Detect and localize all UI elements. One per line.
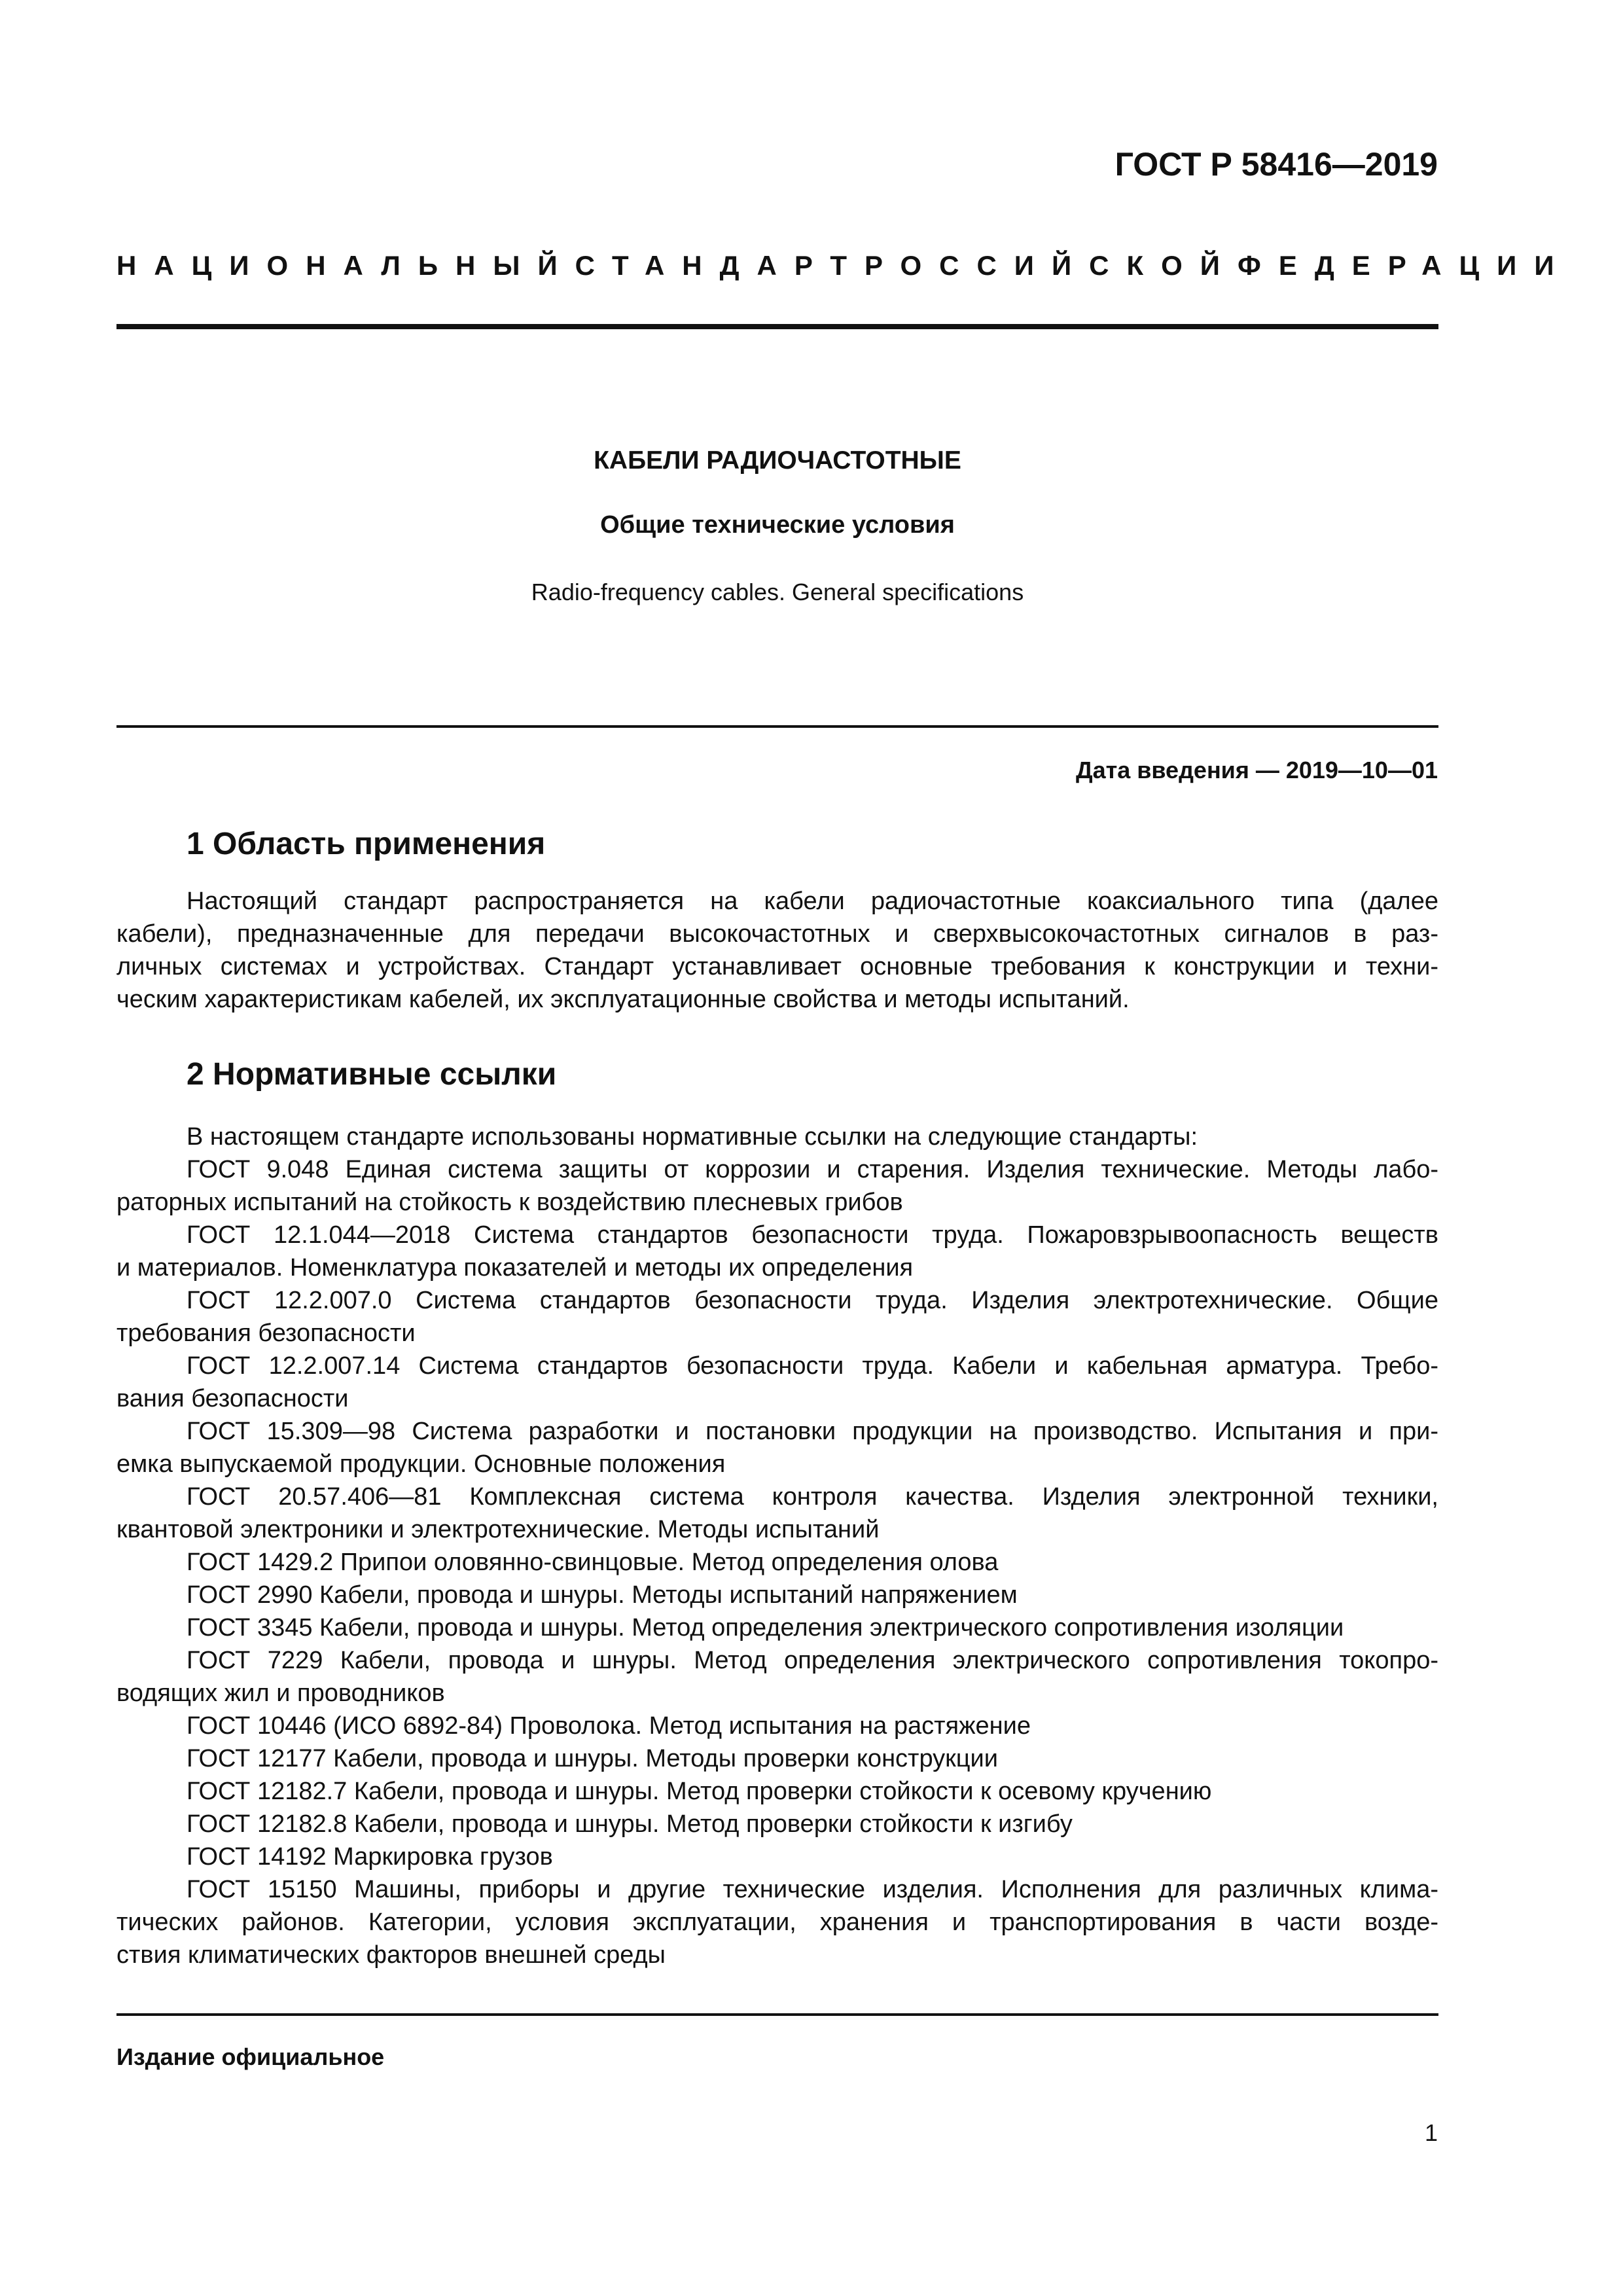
section-2-heading: 2 Нормативные ссылки [187, 1057, 557, 1092]
national-title-word-3: РОССИЙСКОЙ [865, 250, 1238, 281]
section-2-body [116, 1121, 1438, 1971]
section-1-body [116, 885, 1438, 1016]
gost-number: ГОСТ Р 58416—2019 [1115, 146, 1438, 183]
reference-line: ГОСТ 15150 Машины, приборы и другие технические изделия. Исполнения для различных клима- [187, 1876, 1438, 1903]
document-subtitle: Общие технические условия [600, 511, 955, 539]
reference-line: ГОСТ 1429.2 Припои оловянно-свинцовые. Метод определения олова [187, 1549, 999, 1576]
reference-line: ствия климатических факторов внешней среды [116, 1941, 666, 1969]
text-line: ческим характеристикам кабелей, их эксплуатационные свойства и методы испытаний. [116, 986, 1130, 1013]
reference-line: ГОСТ 12.1.044—2018 Система стандартов безопасности труда. Пожаровзрывоопасность веществ [187, 1221, 1438, 1249]
text-line: В настоящем стандарте использованы нормативные ссылки на следующие стандарты: [187, 1123, 1198, 1151]
header-divider [116, 324, 1438, 329]
document-title: КАБЕЛИ РАДИОЧАСТОТНЫЕ [594, 446, 961, 475]
introduction-date: Дата введения — 2019—10—01 [1075, 757, 1438, 783]
reference-line: требования безопасности [116, 1319, 416, 1347]
reference-line: емка выпускаемой продукции. Основные положения [116, 1450, 726, 1478]
footer-divider [116, 2013, 1438, 2016]
reference-line: квантовой электроники и электротехнические. Методы испытаний [116, 1516, 880, 1543]
reference-line: ГОСТ 20.57.406—81 Комплексная система контроля качества. Изделия электронной техники, [187, 1483, 1438, 1511]
reference-line: тических районов. Категории, условия эксплуатации, хранения и транспортирования в части возде- [116, 1909, 1438, 1936]
document-title-english: Radio-frequency cables. General specifications [531, 579, 1024, 605]
reference-line: ГОСТ 12182.7 Кабели, провода и шнуры. Метод проверки стойкости к осевому кручению [187, 1778, 1212, 1805]
reference-line: водящих жил и проводников [116, 1679, 445, 1707]
reference-line: ГОСТ 15.309—98 Система разработки и постановки продукции на производство. Испытания и при- [187, 1418, 1438, 1445]
official-edition-label: Издание официальное [116, 2043, 385, 2070]
section-1-heading: 1 Область применения [187, 827, 546, 861]
reference-line: ГОСТ 10446 (ИСО 6892-84) Проволока. Метод испытания на растяжение [187, 1712, 1031, 1740]
national-standard-title [116, 250, 1572, 281]
national-title-word-1: НАЦИОНАЛЬНЫЙ [116, 250, 575, 281]
reference-line: ГОСТ 12182.8 Кабели, провода и шнуры. Метод проверки стойкости к изгибу [187, 1810, 1073, 1838]
reference-line: ГОСТ 12.2.007.14 Система стандартов безопасности труда. Кабели и кабельная арматура. Требо- [187, 1352, 1438, 1380]
reference-line: вания безопасности [116, 1385, 349, 1412]
text-line: кабели), предназначенные для передачи высокочастотных и сверхвысокочастотных сигналов в раз- [116, 920, 1438, 948]
reference-line: и материалов. Номенклатура показателей и методы их определения [116, 1254, 914, 1282]
reference-line: ГОСТ 14192 Маркировка грузов [187, 1843, 553, 1871]
reference-line: ГОСТ 7229 Кабели, провода и шнуры. Метод определения электрического сопротивления токопро- [187, 1647, 1438, 1674]
national-title-word-4: ФЕДЕРАЦИИ [1238, 250, 1572, 281]
reference-line: ГОСТ 12.2.007.0 Система стандартов безопасности труда. Изделия электротехнические. Общие [187, 1287, 1438, 1314]
text-line: Настоящий стандарт распространяется на кабели радиочастотные коаксиального типа (далее [187, 888, 1438, 915]
text-line: личных системах и устройствах. Стандарт устанавливает основные требования к конструкции и техни- [116, 953, 1438, 980]
page-number: 1 [1424, 2119, 1438, 2146]
reference-line: ГОСТ 2990 Кабели, провода и шнуры. Методы испытаний напряжением [187, 1581, 1018, 1609]
national-title-word-2: СТАНДАРТ [575, 250, 865, 281]
title-divider [116, 725, 1438, 728]
reference-line: ГОСТ 3345 Кабели, провода и шнуры. Метод определения электрического сопротивления изоляции [187, 1614, 1344, 1641]
reference-line: ГОСТ 9.048 Единая система защиты от коррозии и старения. Изделия технические. Методы лабо- [187, 1156, 1438, 1183]
reference-line: ГОСТ 12177 Кабели, провода и шнуры. Методы проверки конструкции [187, 1745, 999, 1772]
reference-line: раторных испытаний на стойкость к воздействию плесневых грибов [116, 1189, 903, 1216]
